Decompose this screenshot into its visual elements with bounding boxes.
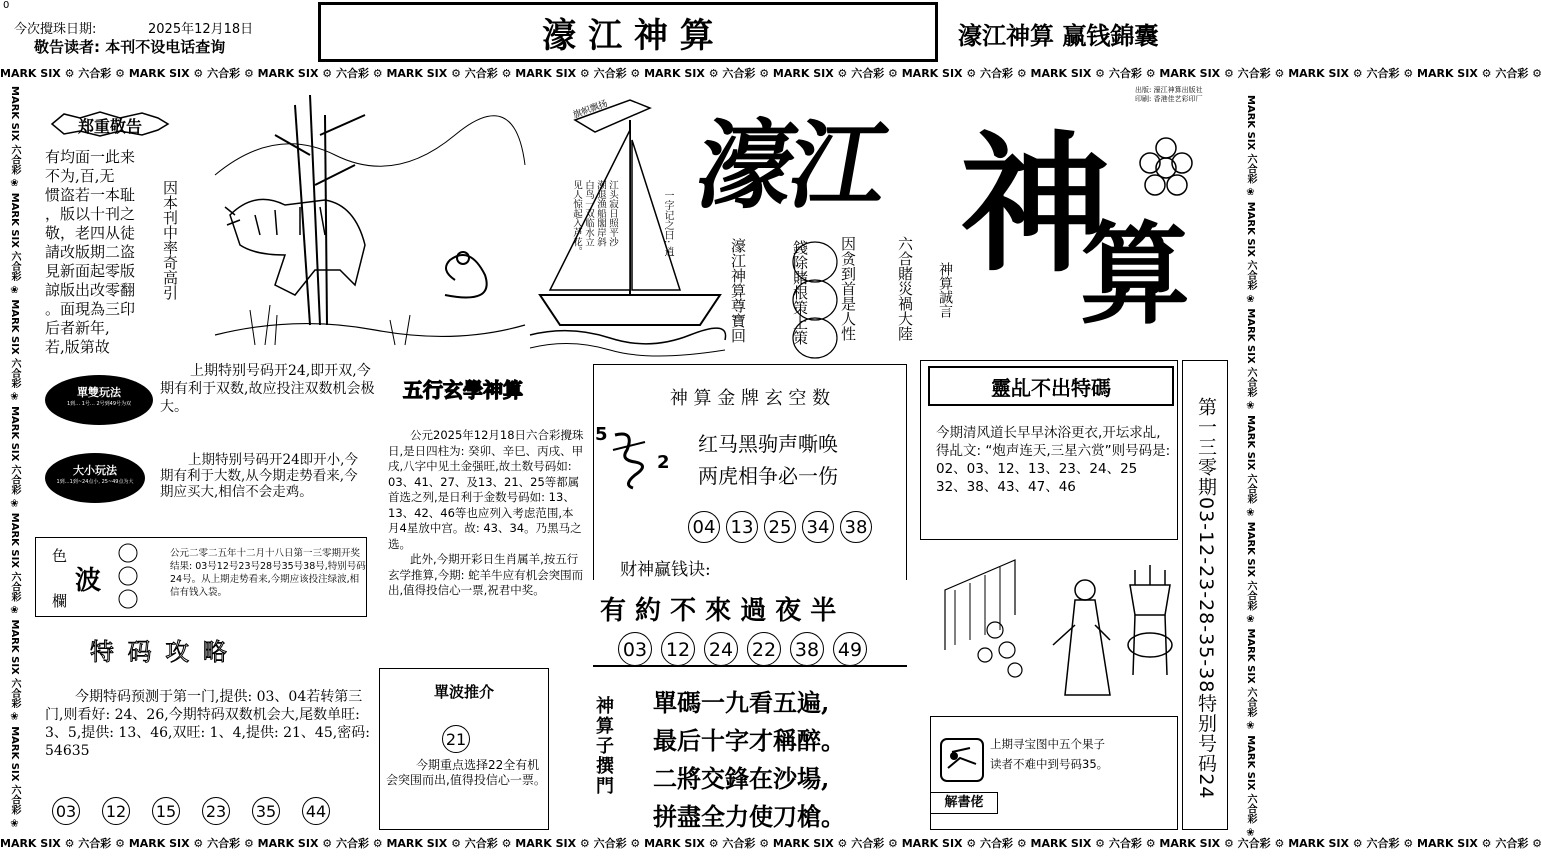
number-ball: 35 xyxy=(252,797,280,825)
color-wave-label-1: 色 xyxy=(52,547,68,565)
number-ball: 38 xyxy=(790,632,824,666)
notice-line: 敬告读者: 本刊不设电话查询 xyxy=(34,38,226,56)
tema-title: 特 码 攻 略 xyxy=(90,638,230,666)
xuankong-title: 神 算 金 牌 玄 空 数 xyxy=(669,388,831,409)
xuankong-lines: 红马黑驹声嘶唤 两虎相争必一伤 xyxy=(698,432,838,488)
odd-even-badge: 單雙玩法 1到… 1号… 2号到49号为双 xyxy=(45,375,153,425)
result-column: 第一三零期03-12-23-28-35-38特别号码24 xyxy=(1195,396,1217,800)
odd-even-text: 上期特别号码开24,即开双,今期有利于双数,故应投注双数机会极大。 xyxy=(160,363,375,415)
publisher-info: 出版: 濠江神算出版社 印刷: 香港佳艺彩印厂 xyxy=(1135,86,1203,103)
right-strip: MARK SIX 六合彩 ❀ MARK SIX 六合彩 ❀ MARK SIX 六合彩 ❀ MARK SIX 六合彩 ❀ MARK SIX 六合彩 ❀ MARK SIX 六合彩 ❀ MARK SIX 六合彩 ❀ xyxy=(1245,95,1256,839)
mid-col-4: 六合賭災禍大陸 xyxy=(896,236,914,341)
zimen-label: 神算子撰門 xyxy=(593,696,614,796)
big-small-badge: 大小玩法 1到…1到~24点小, 25~49点为大 xyxy=(45,453,145,503)
danbo-title: 單波推介 xyxy=(433,683,494,701)
flag-label: 旗帜飘扬 xyxy=(571,99,610,121)
horse-glyph-icon xyxy=(605,430,655,490)
caishen-balls xyxy=(618,632,873,666)
number-ball: 38 xyxy=(840,511,872,543)
puzzle-label: 解書佬 xyxy=(930,792,998,814)
wuxing-title: 五行玄學神算 xyxy=(403,378,523,402)
scholar-garden-illustration xyxy=(935,555,1180,715)
caishen-line: 有 約 不 來 過 夜 半 xyxy=(600,596,837,626)
number-ball: 23 xyxy=(202,797,230,825)
number-ball: 12 xyxy=(661,632,695,666)
notice-body-col: 因本刊中率奇高引 xyxy=(161,180,179,300)
masthead-title: 濠 江 神 算 xyxy=(542,16,714,56)
poem-side: 一字记之曰: 逍 xyxy=(662,190,673,257)
number-ball: 49 xyxy=(833,632,867,666)
danbo-text: 今期重点选择22全有机会突围而出,值得投信心一票。 xyxy=(386,758,546,787)
tema-text: 今期特码预测于第一门,提供: 03、04若转第三门,则看好: 24、26,今期特码双数机会大,尾数单旺: 3、5,提供: 13、46,双旺: 1、4,提供: 21、45,密码: 54635 xyxy=(45,689,370,759)
number-ball: 12 xyxy=(102,797,130,825)
tiger-snake-illustration xyxy=(215,95,525,355)
flower-icon xyxy=(1135,135,1197,205)
number-ball: 24 xyxy=(704,632,738,666)
number-ball: 03 xyxy=(618,632,652,666)
zimen-lines: 單碼一九看五遍, 最后十字才稱醉。 二將交鋒在沙場, 拼盡全力使刀槍。 xyxy=(653,688,845,831)
mid-col-3: 因贪到首是人性 xyxy=(839,236,857,341)
mid-side: 神算誠言 xyxy=(937,262,953,318)
number-ball: 04 xyxy=(688,511,720,543)
notice-body: 有均面一此来 不为,百,无 惯盗若一本耻 ，版以十刊之 敬，老四从徒 請改版期二盗 見新面起零版 諒版出改零翻 。面現為三印 后者新年, 若,版第故 xyxy=(45,148,136,356)
big-small-text: 上期特别号码开24即开小,今期有利于大数,从今期走势看来,今期应买大,相信不会走鸡。 xyxy=(160,452,358,500)
left-strip: MARK SIX 六合彩 ❀ MARK SIX 六合彩 ❀ MARK SIX 六合彩 ❀ MARK SIX 六合彩 ❀ MARK SIX 六合彩 ❀ MARK SIX 六合彩 ❀ MARK SIX 六合彩 ❀ xyxy=(9,86,20,830)
xuankong-num-left: 5 xyxy=(595,424,608,445)
poem-text: 江头寂日照平沙 潮退渔船閣岸斜 白鸟一双临水立 见人惊起入芦花。 xyxy=(571,180,618,256)
divider xyxy=(593,665,907,667)
xuankong-balls xyxy=(688,511,878,543)
number-ball: 15 xyxy=(152,797,180,825)
lingjian-title: 靈乩不出特碼 xyxy=(991,376,1111,400)
danbo-ball: 21 xyxy=(442,725,476,753)
top-strip: MARK SIX ⚙ 六合彩 ⚙ MARK SIX ⚙ 六合彩 ⚙ MARK SIX ⚙ 六合彩 ⚙ MARK SIX ⚙ 六合彩 ⚙ MARK SIX ⚙ 六合彩 ⚙ MARK SIX ⚙ 六合彩 ⚙ MARK SIX ⚙ 六合彩 ⚙ MARK SIX ⚙ 六合彩 ⚙ MARK SIX ⚙ 六合彩 ⚙ MARK SIX ⚙ 六合彩 ⚙ MARK SIX ⚙ 六合彩 ⚙ MARK SIX ⚙ 六合彩 ⚙ xyxy=(0,67,1542,80)
masthead-slogan: 濠江神算 赢钱錦囊 xyxy=(958,21,1159,50)
color-wave-text: 公元二零二五年十二月十八日第一三零期开奖结果: 03号12号23号28号35号38号,特别号码24号。从上期走势看来,今期应该投注绿波,相信有钱入袋。 xyxy=(170,548,366,598)
caishen-title: 财神赢钱诀: xyxy=(620,560,711,580)
mid-col-2: 錢除賭根策上策 xyxy=(791,240,809,345)
color-wave-label-2: 波 xyxy=(75,566,102,596)
xuankong-num-right: 2 xyxy=(657,452,670,473)
number-ball: 44 xyxy=(302,797,330,825)
mid-col-1: 濠江神算尊寶回 xyxy=(729,238,747,343)
color-wave-label-3: 欄 xyxy=(52,592,68,610)
number-ball: 34 xyxy=(802,511,834,543)
number-ball: 03 xyxy=(52,797,80,825)
number-ball: 25 xyxy=(764,511,796,543)
number-ball: 22 xyxy=(747,632,781,666)
tema-balls xyxy=(52,797,336,825)
number-ball: 13 xyxy=(726,511,758,543)
puzzle-text: 上期寻宝图中五个果子 读者不难中到号码35。 xyxy=(990,737,1109,771)
big-title-suan: 算 xyxy=(1080,210,1190,339)
book-reader-icon xyxy=(940,738,984,782)
date-label: 今次攪珠日期: xyxy=(14,22,97,37)
wave-circles xyxy=(117,543,139,609)
notice-title-badge: 郑重敬告 xyxy=(50,110,170,136)
big-title-shen: 神 xyxy=(960,117,1111,293)
corner-mark: 0 xyxy=(3,0,10,11)
date-value: 2025年12月18日 xyxy=(148,22,254,37)
wuxing-text: 公元2025年12月18日六合彩攪珠日,是日四柱为: 癸卯、辛巳、丙戌、甲戌,八字中见土金强旺,故土数号码如: 03、41、27、及13、21、25等都属首选之列,是日利于金数号码如: 13、13、42、46等也应列入考虑范围,本月4星放中宫。故: 43、34。乃黑马之选。 此外,今期开彩日生肖属羊,按五行玄学推算,今期: 蛇羊牛应有机会突围而出,值得投信心一票,祝君中奖。 xyxy=(388,428,584,597)
bottom-strip: MARK SIX ⚙ 六合彩 ⚙ MARK SIX ⚙ 六合彩 ⚙ MARK SIX ⚙ 六合彩 ⚙ MARK SIX ⚙ 六合彩 ⚙ MARK SIX ⚙ 六合彩 ⚙ MARK SIX ⚙ 六合彩 ⚙ MARK SIX ⚙ 六合彩 ⚙ MARK SIX ⚙ 六合彩 ⚙ MARK SIX ⚙ 六合彩 ⚙ MARK SIX ⚙ 六合彩 ⚙ MARK SIX ⚙ 六合彩 ⚙ MARK SIX ⚙ 六合彩 ⚙ xyxy=(0,837,1542,850)
lingjian-text: 今期清风道长早早沐浴更衣,开坛求乩,得乩文: “炮声连天,三星六赏”则号码是: 02、03、12、13、23、24、25 32、38、43、47、46 xyxy=(936,425,1171,495)
big-title-haojiang: 濠江 xyxy=(688,109,893,222)
